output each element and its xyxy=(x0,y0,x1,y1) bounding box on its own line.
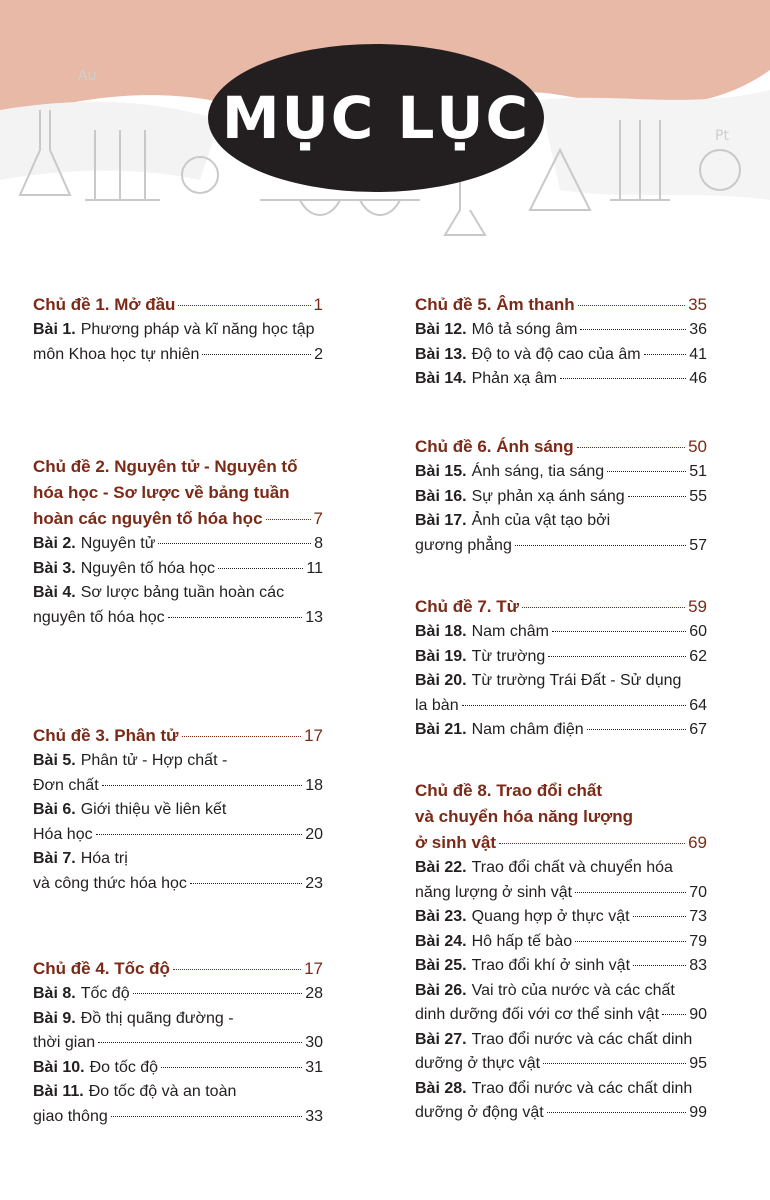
page-number: 50 xyxy=(688,437,707,456)
lesson-number: Bài 5. xyxy=(33,752,76,769)
lesson-line xyxy=(415,669,707,694)
entry-line xyxy=(33,1105,323,1130)
toc-section xyxy=(33,956,323,1129)
topic-heading xyxy=(415,778,707,856)
entry-line xyxy=(415,620,707,645)
toc-entry xyxy=(415,620,707,645)
lesson-number: Bài 26. xyxy=(415,981,467,999)
lesson-number: Bài 16. xyxy=(415,487,467,505)
lesson-line xyxy=(415,979,707,1004)
lesson-title: Trao đổi chất và chuyển hóa xyxy=(471,859,673,876)
dot-leader xyxy=(190,883,302,884)
toc-entry xyxy=(415,509,707,558)
page-number: 41 xyxy=(689,345,707,363)
page-number: 70 xyxy=(689,883,707,901)
toc-entry xyxy=(33,581,323,630)
page-number: 20 xyxy=(305,825,323,843)
lesson-number: Bài 25. xyxy=(415,957,467,974)
toc-entry xyxy=(415,930,707,955)
entry-line xyxy=(415,1052,707,1077)
lesson-title: Tốc độ xyxy=(80,985,130,1002)
lesson-title: Ánh sáng, tia sáng xyxy=(471,463,605,480)
toc-entry xyxy=(415,669,707,718)
dot-leader xyxy=(182,736,302,737)
entry-line xyxy=(33,1056,323,1081)
page-number: 73 xyxy=(689,908,707,925)
page-number: 46 xyxy=(689,370,707,387)
dot-leader xyxy=(552,631,686,632)
page-number: 17 xyxy=(304,959,323,978)
toc-entry xyxy=(33,982,323,1007)
dot-leader xyxy=(218,568,303,569)
lesson-title: thời gian xyxy=(33,1034,96,1051)
lesson-title: Nguyên tố hóa học xyxy=(80,559,216,577)
topic-title: Chủ đề 8. Trao đổi chất xyxy=(415,781,603,800)
lesson-title: Đo tốc độ xyxy=(89,1058,159,1076)
dot-leader xyxy=(575,892,686,893)
page-number: 62 xyxy=(689,647,707,665)
lesson-line xyxy=(33,318,323,343)
toc-entry xyxy=(415,1028,707,1077)
lesson-number: Bài 10. xyxy=(33,1058,85,1076)
page-number: 67 xyxy=(689,721,707,738)
lesson-title: Mô tả sóng âm xyxy=(471,321,578,338)
dot-leader xyxy=(575,941,686,942)
dot-leader xyxy=(96,834,303,835)
lesson-number: Bài 27. xyxy=(415,1030,467,1048)
lesson-title: Quang hợp ở thực vật xyxy=(471,908,630,925)
topic-line xyxy=(33,723,323,749)
lesson-title: Phân tử - Hợp chất - xyxy=(80,752,228,769)
lesson-number: Bài 4. xyxy=(33,584,76,601)
lesson-title: la bàn xyxy=(415,696,459,714)
dot-leader xyxy=(158,543,311,544)
toc-entry xyxy=(33,1056,323,1081)
lesson-title: Đo tốc độ và an toàn xyxy=(88,1083,237,1100)
dot-leader xyxy=(98,1042,302,1043)
dot-leader xyxy=(548,656,686,657)
page-number: 7 xyxy=(313,509,323,528)
lesson-title: Trao đổi khí ở sinh vật xyxy=(471,957,631,974)
toc-entry xyxy=(33,749,323,798)
toc-section xyxy=(415,778,707,1126)
page-number: 90 xyxy=(689,1006,707,1023)
entry-line xyxy=(33,823,323,848)
topic-title: Chủ đề 6. Ánh sáng xyxy=(415,437,574,456)
entry-line xyxy=(33,532,323,557)
lesson-title: dinh dưỡng đối với cơ thể sinh vật xyxy=(415,1006,660,1023)
lesson-number: Bài 2. xyxy=(33,535,76,552)
lesson-number: Bài 23. xyxy=(415,908,467,925)
lesson-number: Bài 28. xyxy=(415,1079,467,1097)
lesson-number: Bài 19. xyxy=(415,647,467,665)
lesson-title: Độ to và độ cao của âm xyxy=(471,345,641,363)
toc-entry xyxy=(33,1007,323,1056)
lesson-line xyxy=(415,509,707,534)
entry-line xyxy=(415,460,707,485)
entry-line xyxy=(415,954,707,979)
lesson-title: Phản xạ âm xyxy=(471,370,557,387)
toc-entry xyxy=(415,645,707,670)
topic-heading xyxy=(33,454,323,532)
dot-leader xyxy=(102,785,303,786)
toc-section xyxy=(33,292,323,367)
toc-entry xyxy=(33,847,323,896)
lesson-number: Bài 21. xyxy=(415,721,467,738)
topic-heading xyxy=(33,292,323,318)
topic-line xyxy=(415,292,707,318)
lesson-number: Bài 20. xyxy=(415,672,467,689)
lesson-title: Từ trường xyxy=(471,647,546,665)
topic-line xyxy=(33,292,323,318)
topic-title: hóa học - Sơ lược về bảng tuần xyxy=(33,483,290,502)
entry-line xyxy=(33,872,323,897)
lesson-title: Vai trò của nước và các chất xyxy=(471,981,675,999)
dot-leader xyxy=(499,843,685,844)
toc-entry xyxy=(33,318,323,367)
lesson-number: Bài 13. xyxy=(415,345,467,363)
dot-leader xyxy=(578,305,685,306)
entry-line xyxy=(415,881,707,906)
dot-leader xyxy=(577,447,685,448)
page-number: 11 xyxy=(306,559,323,577)
toc-entry xyxy=(33,557,323,582)
dot-leader xyxy=(607,471,686,472)
dot-leader xyxy=(580,329,686,330)
lesson-title: Ảnh của vật tạo bởi xyxy=(471,512,611,529)
entry-line xyxy=(33,774,323,799)
lesson-number: Bài 12. xyxy=(415,321,467,338)
lesson-number: Bài 6. xyxy=(33,801,76,818)
lesson-title: Hô hấp tế bào xyxy=(471,932,573,950)
entry-line xyxy=(33,982,323,1007)
entry-line xyxy=(33,557,323,582)
toc-section xyxy=(33,454,323,630)
dot-leader xyxy=(662,1014,686,1015)
page-number: 55 xyxy=(689,487,707,505)
toc-section xyxy=(415,292,707,392)
lesson-title: Nam châm điện xyxy=(471,721,584,738)
entry-line xyxy=(415,645,707,670)
lesson-title: Hóa trị xyxy=(80,850,128,867)
toc-section xyxy=(415,434,707,558)
lesson-title: Trao đổi nước và các chất dinh xyxy=(471,1079,693,1097)
page-number: 64 xyxy=(689,696,707,714)
lesson-title: dưỡng ở động vật xyxy=(415,1104,544,1121)
lesson-number: Bài 15. xyxy=(415,463,467,480)
lesson-title: Trao đổi nước và các chất dinh xyxy=(471,1030,693,1048)
page-number: 8 xyxy=(314,535,323,552)
topic-title: Chủ đề 5. Âm thanh xyxy=(415,295,575,314)
toc-entry xyxy=(415,905,707,930)
lesson-title: Nguyên tử xyxy=(80,535,156,552)
toc-entry xyxy=(415,954,707,979)
page-number: 51 xyxy=(689,463,707,480)
toc-entry xyxy=(415,856,707,905)
dot-leader xyxy=(168,617,303,618)
page-number: 95 xyxy=(689,1055,707,1072)
lesson-line xyxy=(33,847,323,872)
entry-line xyxy=(33,1031,323,1056)
page-number: 57 xyxy=(689,536,707,554)
page-number: 35 xyxy=(688,295,707,314)
lesson-title: Sự phản xạ ánh sáng xyxy=(471,487,625,505)
toc-entry xyxy=(415,1077,707,1126)
lesson-number: Bài 8. xyxy=(33,985,76,1002)
dot-leader xyxy=(543,1063,686,1064)
entry-line xyxy=(415,930,707,955)
dot-leader xyxy=(522,607,685,608)
page-number: 30 xyxy=(305,1034,323,1051)
entry-line xyxy=(33,606,323,631)
lesson-number: Bài 7. xyxy=(33,850,76,867)
entry-line xyxy=(415,1101,707,1126)
page-number: 79 xyxy=(689,932,707,950)
topic-line xyxy=(415,830,707,856)
lesson-line xyxy=(33,749,323,774)
lesson-line xyxy=(415,1077,707,1102)
page-number: 59 xyxy=(688,597,707,616)
dot-leader xyxy=(178,305,310,306)
topic-line xyxy=(33,506,323,532)
toc-entry xyxy=(415,979,707,1028)
dot-leader xyxy=(161,1067,302,1068)
page-number: 31 xyxy=(305,1058,323,1076)
page-number: 28 xyxy=(305,985,323,1002)
topic-heading xyxy=(415,594,707,620)
dot-leader xyxy=(587,729,687,730)
lesson-number: Bài 22. xyxy=(415,859,467,876)
topic-title: Chủ đề 2. Nguyên tử - Nguyên tố xyxy=(33,457,298,476)
entry-line xyxy=(415,318,707,343)
entry-line xyxy=(415,343,707,368)
lesson-title: gương phẳng xyxy=(415,536,512,554)
topic-heading xyxy=(415,292,707,318)
lesson-title: Từ trường Trái Đất - Sử dụng xyxy=(471,672,682,689)
topic-title: ở sinh vật xyxy=(415,833,497,852)
toc-entry xyxy=(33,532,323,557)
toc-entry xyxy=(415,367,707,392)
lesson-title: nguyên tố hóa học xyxy=(33,608,165,626)
dot-leader xyxy=(633,965,686,966)
topic-title: hoàn các nguyên tố hóa học xyxy=(33,509,263,528)
lesson-number: Bài 24. xyxy=(415,932,467,950)
topic-line xyxy=(415,434,707,460)
lesson-title: Nam châm xyxy=(471,623,549,640)
entry-line xyxy=(415,485,707,510)
lesson-title: Đồ thị quãng đường - xyxy=(80,1009,234,1027)
lesson-line xyxy=(415,856,707,881)
lesson-title: và công thức hóa học xyxy=(33,874,187,892)
page-title: MỤC LỤC xyxy=(221,84,531,152)
entry-line xyxy=(415,718,707,743)
dot-leader xyxy=(560,378,686,379)
lesson-title: Phương pháp và kĩ năng học tập xyxy=(80,321,315,338)
dot-leader xyxy=(644,354,687,355)
svg-text:Pt: Pt xyxy=(715,128,729,144)
lesson-title: Đơn chất xyxy=(33,776,99,794)
entry-line xyxy=(33,343,323,368)
dot-leader xyxy=(547,1112,687,1113)
topic-title: Chủ đề 3. Phân tử xyxy=(33,726,179,745)
lesson-title: môn Khoa học tự nhiên xyxy=(33,345,200,363)
topic-title: và chuyển hóa năng lượng xyxy=(415,807,634,826)
toc-entry xyxy=(33,798,323,847)
page-number: 18 xyxy=(305,776,323,794)
lesson-number: Bài 11. xyxy=(33,1083,84,1100)
toc-entry xyxy=(415,343,707,368)
lesson-number: Bài 14. xyxy=(415,370,467,387)
toc-entry xyxy=(415,318,707,343)
page-number: 36 xyxy=(689,321,707,338)
lesson-line xyxy=(33,798,323,823)
toc-entry xyxy=(33,1080,323,1129)
toc-entry xyxy=(415,485,707,510)
page-number: 17 xyxy=(304,726,323,745)
entry-line xyxy=(415,1003,707,1028)
dot-leader xyxy=(173,969,301,970)
page-number: 1 xyxy=(313,295,323,314)
lesson-number: Bài 9. xyxy=(33,1009,76,1027)
toc-section xyxy=(33,723,323,896)
entry-line xyxy=(415,534,707,559)
lesson-title: Giới thiệu về liên kết xyxy=(80,801,227,818)
toc-entry xyxy=(415,460,707,485)
dot-leader xyxy=(266,519,311,520)
lesson-title: dưỡng ở thực vật xyxy=(415,1055,541,1072)
dot-leader xyxy=(133,993,303,994)
lesson-line xyxy=(33,1080,323,1105)
topic-line xyxy=(415,594,707,620)
entry-line xyxy=(415,905,707,930)
lesson-line xyxy=(415,1028,707,1053)
page-number: 83 xyxy=(689,957,707,974)
lesson-title: giao thông xyxy=(33,1107,108,1125)
page-number: 60 xyxy=(689,623,707,640)
dot-leader xyxy=(111,1116,302,1117)
dot-leader xyxy=(628,496,687,497)
dot-leader xyxy=(202,354,311,355)
toc-entry xyxy=(415,718,707,743)
lesson-title: Sơ lược bảng tuần hoàn các xyxy=(80,584,285,601)
page-number: 99 xyxy=(689,1104,707,1121)
page-number: 33 xyxy=(305,1107,323,1125)
topic-title: Chủ đề 4. Tốc độ xyxy=(33,959,170,978)
lesson-number: Bài 1. xyxy=(33,321,76,338)
topic-title: Chủ đề 1. Mở đầu xyxy=(33,295,176,314)
page-number: 2 xyxy=(314,345,323,363)
entry-line xyxy=(415,694,707,719)
header-decoration xyxy=(0,0,770,280)
dot-leader xyxy=(515,545,686,546)
topic-heading xyxy=(415,434,707,460)
dot-leader xyxy=(462,705,687,706)
topic-heading xyxy=(33,956,323,982)
lesson-line xyxy=(33,1007,323,1032)
topic-title: Chủ đề 7. Từ xyxy=(415,597,519,616)
svg-text:Au: Au xyxy=(78,68,97,84)
lesson-line xyxy=(33,581,323,606)
page-number: 23 xyxy=(305,874,323,892)
page-number: 69 xyxy=(688,833,707,852)
lesson-number: Bài 17. xyxy=(415,512,467,529)
topic-line xyxy=(33,956,323,982)
lesson-number: Bài 3. xyxy=(33,559,76,577)
toc-section xyxy=(415,594,707,743)
lesson-number: Bài 18. xyxy=(415,623,467,640)
title-pill xyxy=(208,44,544,192)
lesson-title: năng lượng ở sinh vật xyxy=(415,883,573,901)
topic-heading xyxy=(33,723,323,749)
lesson-title: Hóa học xyxy=(33,825,93,843)
dot-leader xyxy=(633,916,687,917)
page-number: 13 xyxy=(305,608,323,626)
entry-line xyxy=(415,367,707,392)
